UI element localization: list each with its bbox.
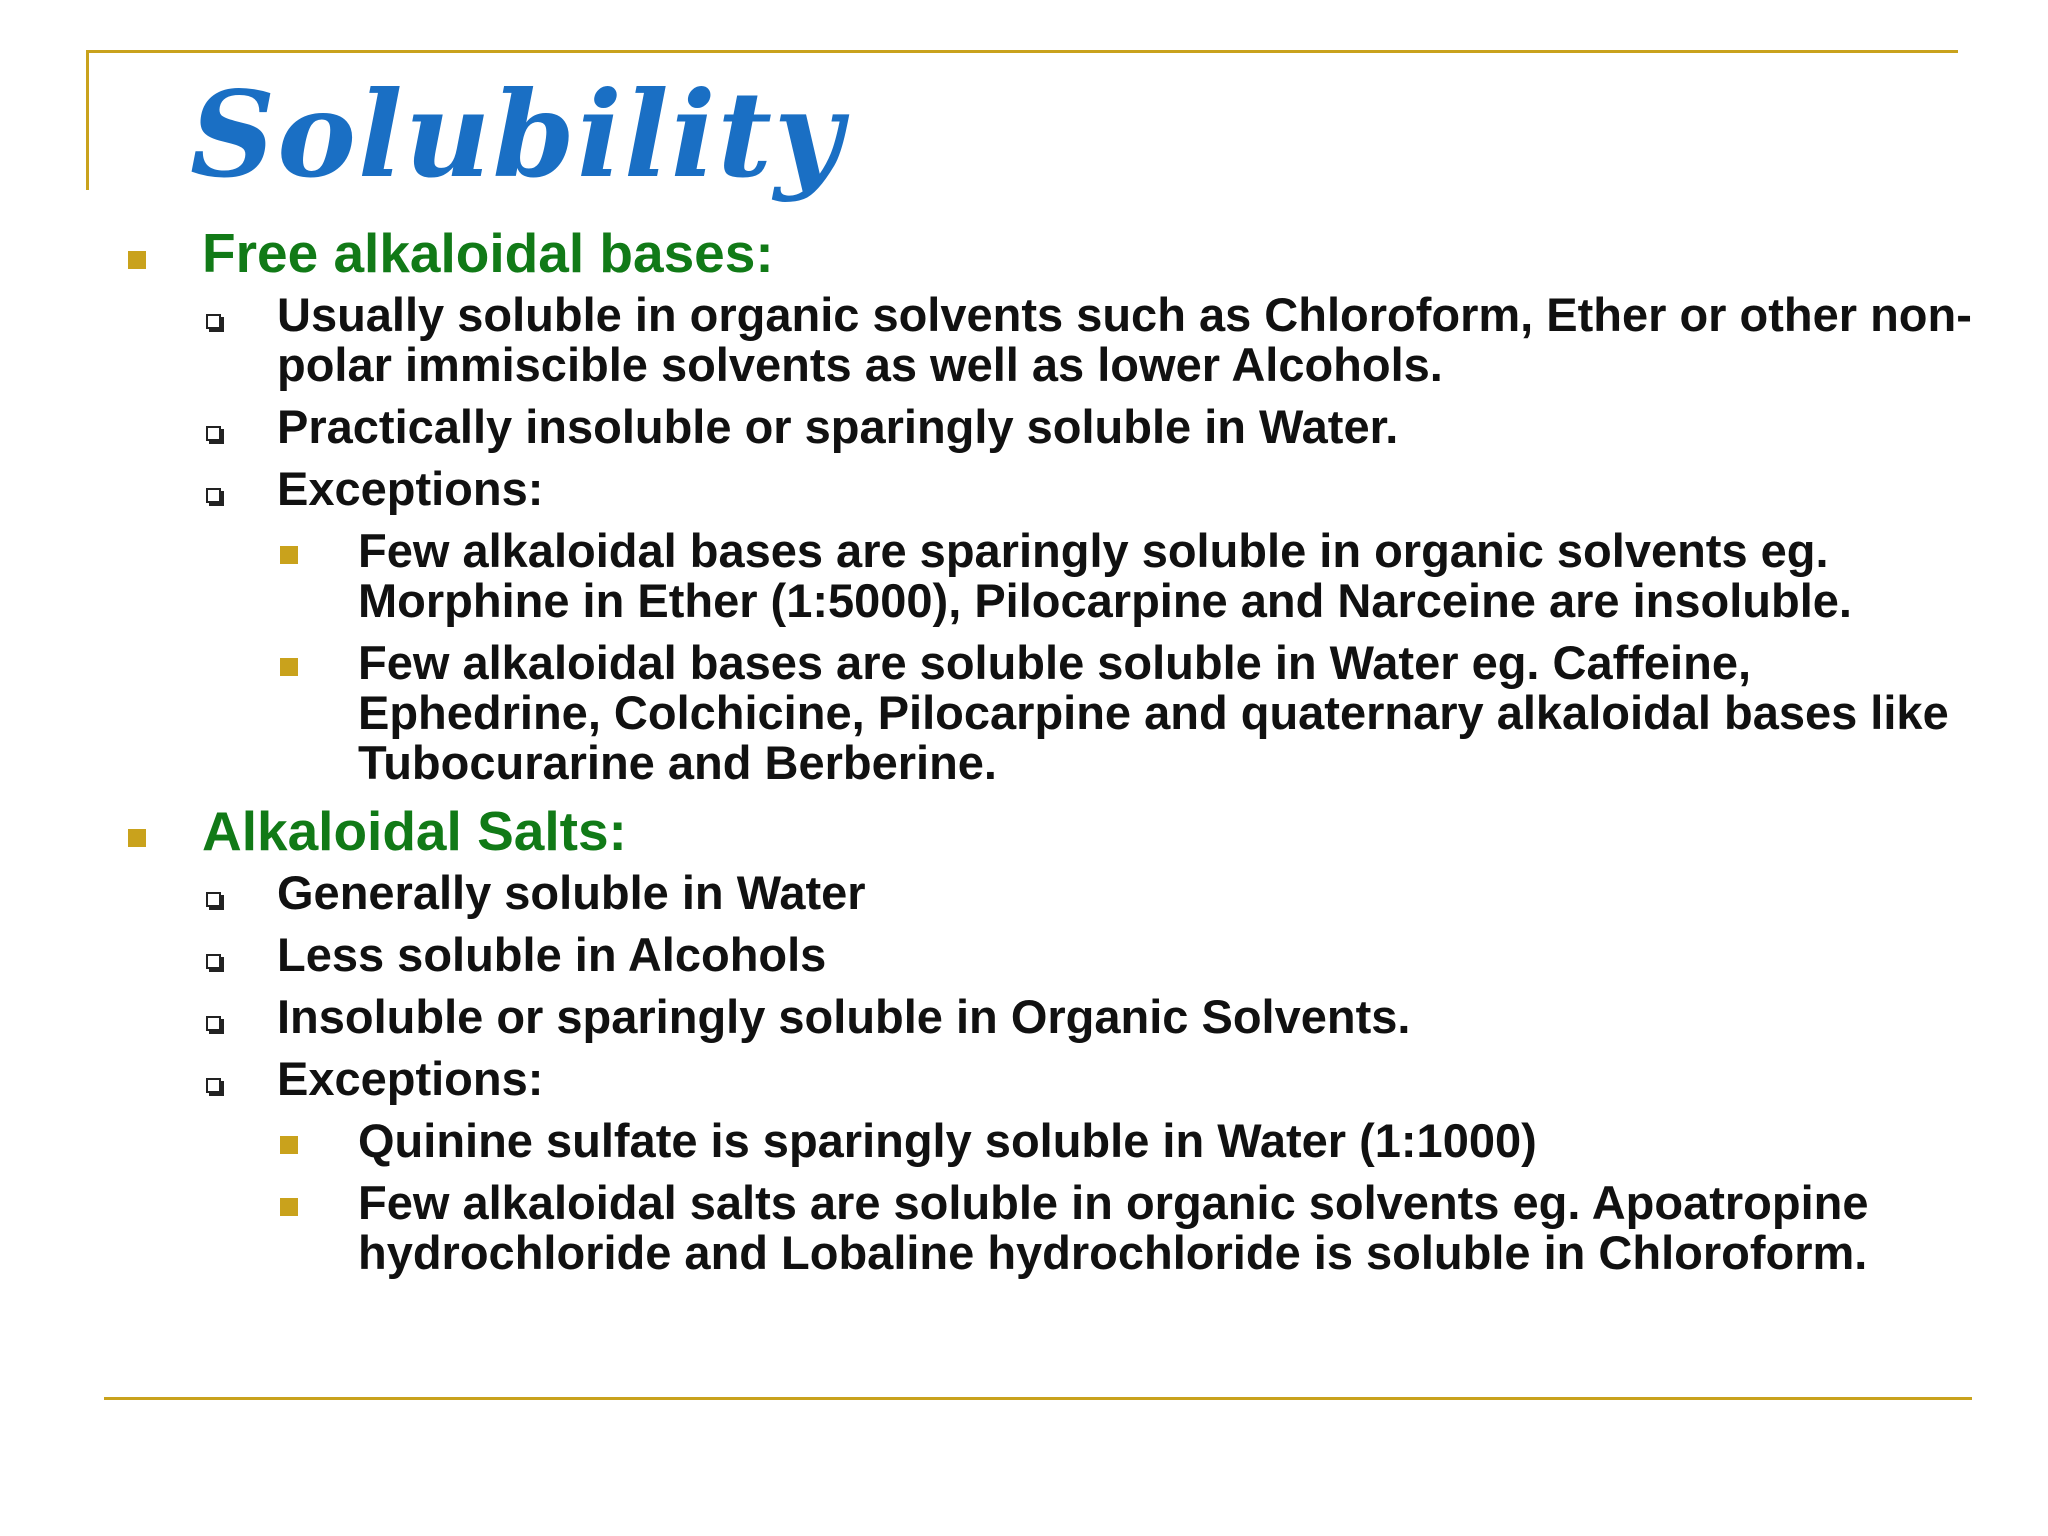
slide-title: Solubility — [190, 65, 845, 204]
list-item — [120, 464, 1990, 514]
list-item-text: Insoluble or sparingly soluble in Organic Solvents. — [277, 990, 1411, 1043]
sub-list-item-text: Few alkaloidal salts are soluble in organic solvents eg. Apoatropine hydrochloride and Lobaline hydrochloride is soluble in Chloroform. — [358, 1176, 1869, 1279]
square-bullet-icon — [128, 251, 146, 269]
checkbox-bullet-icon — [206, 1078, 221, 1093]
list-item-text: Generally soluble in Water — [277, 866, 866, 919]
left-divider — [86, 50, 89, 190]
list-item — [120, 1054, 1990, 1104]
list-item — [120, 930, 1990, 980]
checkbox-bullet-icon — [206, 892, 221, 907]
sub-list-item — [120, 526, 1990, 626]
section-heading-label: Free alkaloidal bases: — [202, 222, 774, 284]
sub-list-item — [120, 1116, 1990, 1166]
checkbox-bullet-icon — [206, 426, 221, 441]
checkbox-bullet-icon — [206, 954, 221, 969]
list-item — [120, 290, 1990, 390]
section-heading-free-bases — [120, 222, 1990, 284]
sub-list-item-text: Few alkaloidal bases are soluble soluble in Water eg. Caffeine, Ephedrine, Colchicine, Pilocarpine and quaternary alkaloidal bases like Tubocurarine and Berberine. — [358, 636, 1949, 789]
list-item-text: Exceptions: — [277, 462, 544, 515]
list-item-text: Exceptions: — [277, 1052, 544, 1105]
square-bullet-icon — [280, 1198, 298, 1216]
sub-list-item-text: Few alkaloidal bases are sparingly soluble in organic solvents eg. Morphine in Ether (1:5000), Pilocarpine and Narceine are insoluble. — [358, 524, 1852, 627]
checkbox-bullet-icon — [206, 488, 221, 503]
list-item — [120, 992, 1990, 1042]
square-bullet-icon — [280, 1136, 298, 1154]
sub-list-item-text: Quinine sulfate is sparingly soluble in Water (1:1000) — [358, 1114, 1537, 1167]
list-item-text: Usually soluble in organic solvents such as Chloroform, Ether or other non-polar immiscible solvents as well as lower Alcohols. — [277, 288, 1972, 391]
slide-content — [120, 222, 1990, 1290]
top-divider — [86, 50, 1958, 53]
square-bullet-icon — [280, 546, 298, 564]
sub-list-item — [120, 638, 1990, 788]
checkbox-bullet-icon — [206, 1016, 221, 1031]
list-item-text: Practically insoluble or sparingly soluble in Water. — [277, 400, 1399, 453]
sub-list-item — [120, 1178, 1990, 1278]
square-bullet-icon — [128, 829, 146, 847]
list-item-text: Less soluble in Alcohols — [277, 928, 827, 981]
square-bullet-icon — [280, 658, 298, 676]
section-heading-salts — [120, 800, 1990, 862]
checkbox-bullet-icon — [206, 314, 221, 329]
bottom-divider — [104, 1397, 1972, 1400]
list-item — [120, 868, 1990, 918]
list-item — [120, 402, 1990, 452]
section-heading-label: Alkaloidal Salts: — [202, 800, 627, 862]
